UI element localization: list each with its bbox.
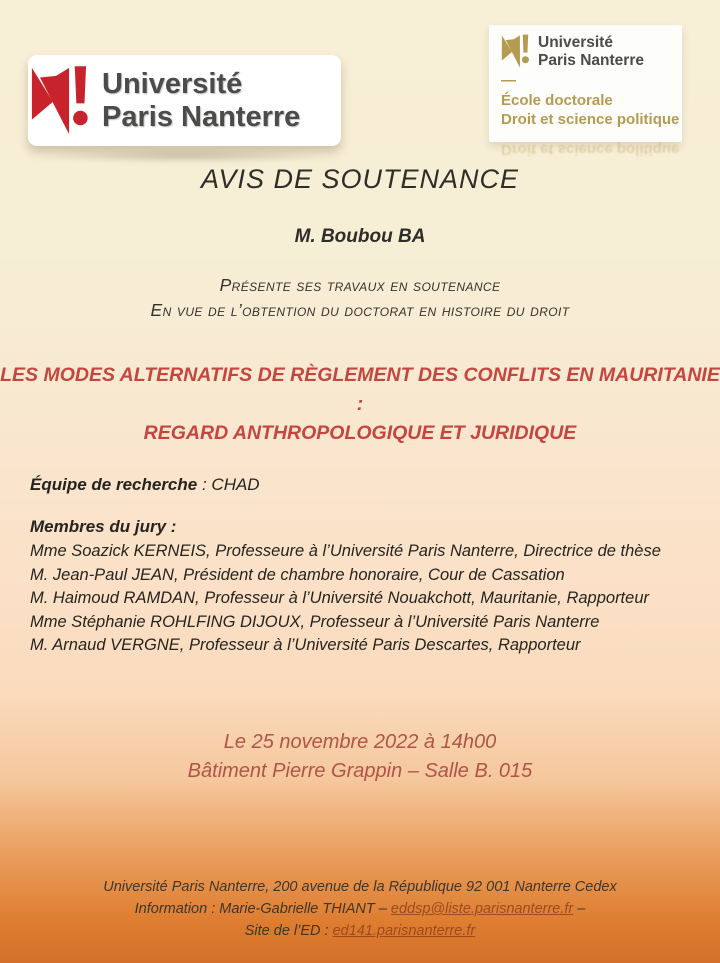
thesis-title-line1: LES MODES ALTERNATIFS DE RÈGLEMENT DES CONFLITS EN MAURITANIE : [0, 364, 720, 415]
footer-address: Université Paris Nanterre, 200 avenue de la République 92 001 Nanterre Cedex [103, 879, 617, 895]
logo-left-line1: Université [102, 67, 243, 100]
candidate-name: M. Boubou BA [294, 226, 426, 247]
footer-site-link[interactable]: ed141.parisnanterre.fr [332, 923, 476, 939]
jury-member: M. Haimoud RAMDAN, Professeur à l’Université Nouakchott, Mauritanie, Rapporteur [30, 589, 649, 607]
defense-location: Bâtiment Pierre Grappin – Salle B. 015 [187, 759, 533, 782]
logo-right-line1: Université [538, 33, 613, 51]
defense-when [0, 728, 720, 786]
footer [0, 876, 720, 942]
research-team-label: Équipe de recherche [30, 475, 198, 494]
page-title: AVIS DE SOUTENANCE [200, 164, 520, 194]
footer-info-label: Information : Marie-Gabrielle THIANT – [134, 901, 391, 917]
jury-heading: Membres du jury : [30, 517, 177, 536]
jury-member: M. Arnaud VERGNE, Professeur à l’Université Paris Descartes, Rapporteur [30, 636, 581, 654]
ecole-doctorale-line1: École doctorale [501, 92, 613, 109]
footer-info-suffix: – [573, 901, 586, 917]
ecole-doctorale-line2: Droit et science politique [501, 111, 680, 128]
research-team-value: : CHAD [201, 475, 260, 494]
jury-member: Mme Stéphanie ROHLFING DIJOUX, Professeur à l’Université Paris Nanterre [30, 612, 600, 631]
intro-line-2: En vue de l’obtention du doctorat en histoire du droit [150, 300, 570, 320]
footer-site-label: Site de l’ED : [244, 923, 333, 939]
jury-list [30, 540, 720, 658]
thesis-title-line2: REGARD ANTHROPOLOGIQUE ET JURIDIQUE [143, 422, 577, 444]
intro-line-1: Présente ses travaux en soutenance [219, 275, 501, 295]
logo-reflection: Droit et science politique [501, 141, 680, 158]
jury-member: M. Jean-Paul JEAN, Président de chambre honoraire, Cour de Cassation [30, 565, 565, 584]
footer-info-line [0, 898, 720, 920]
logo-right-line2: Paris Nanterre [538, 51, 644, 69]
defense-date: Le 25 novembre 2022 à 14h00 [223, 730, 497, 753]
research-team [30, 475, 720, 495]
logo-right-dash: — [501, 72, 516, 89]
thesis-title [0, 361, 720, 448]
footer-email-link[interactable]: eddsp@liste.parisnanterre.fr [390, 901, 574, 917]
logo-left-line2: Paris Nanterre [102, 100, 301, 133]
footer-site-line [0, 920, 720, 942]
jury-member: Mme Soazick KERNEIS, Professeure à l’Université Paris Nanterre, Directrice de thèse [30, 542, 661, 560]
